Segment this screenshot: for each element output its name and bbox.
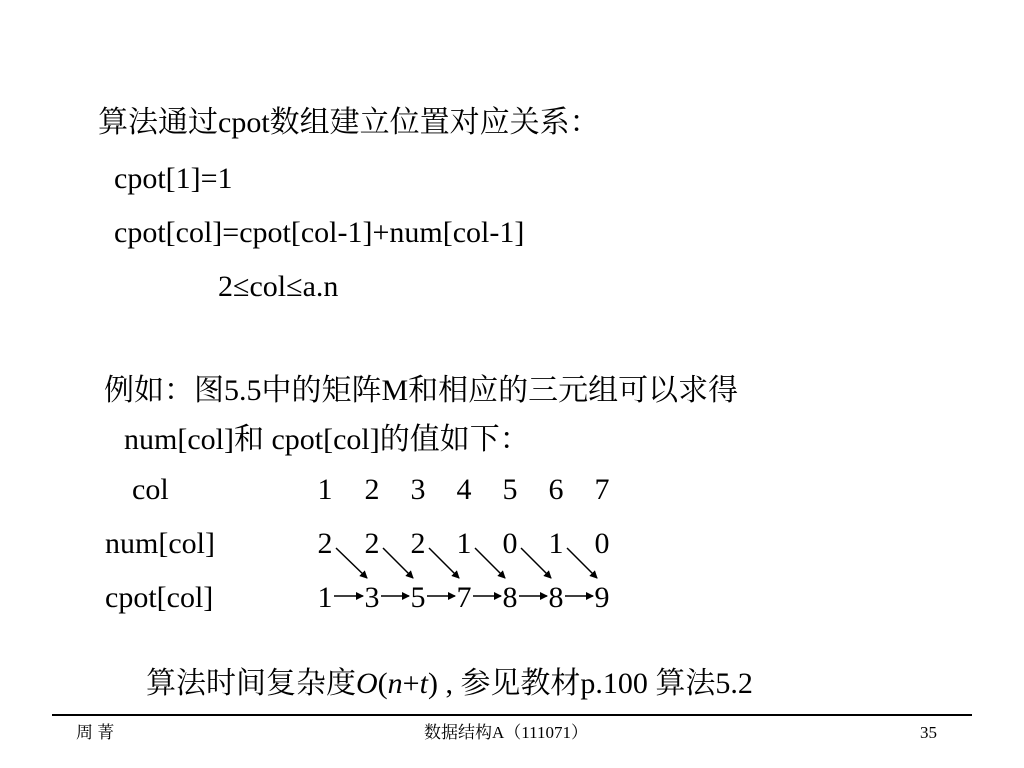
num-value: 0 (594, 527, 610, 560)
cpot-value: 9 (594, 581, 610, 614)
col-value: 4 (456, 473, 472, 506)
complexity-note (146, 666, 753, 702)
num-value: 1 (456, 527, 472, 560)
row-label-num: num[col] (105, 527, 215, 560)
num-value: 2 (364, 527, 380, 560)
complexity-open-paren: ( (377, 667, 388, 700)
num-value: 0 (502, 527, 518, 560)
diagonal-arrow (336, 548, 367, 578)
footer-divider (52, 714, 972, 716)
col-range-condition: 2≤col≤a.n (218, 270, 339, 303)
example-intro-continued: num[col]和 cpot[col]的值如下： (124, 423, 530, 456)
complexity-plus: + (402, 667, 420, 700)
footer-page-number: 35 (920, 723, 937, 742)
col-value: 2 (364, 473, 380, 506)
example-intro: 例如：图5.5中的矩阵M和相应的三元组可以求得 (104, 374, 739, 407)
complexity-t: t (419, 667, 428, 700)
cpot-base-formula: cpot[1]=1 (114, 162, 233, 195)
diagonal-arrow (383, 548, 413, 578)
cpot-recurrence-formula: cpot[col]=cpot[col-1]+num[col-1] (114, 216, 525, 249)
diagonal-arrow (567, 548, 597, 578)
col-value: 6 (548, 473, 564, 506)
col-value: 3 (410, 473, 426, 506)
cpot-value: 8 (548, 581, 564, 614)
footer-course: 数据结构A（111071） (424, 723, 589, 742)
col-value: 7 (594, 473, 610, 506)
diagonal-arrow (475, 548, 505, 578)
num-value: 2 (410, 527, 426, 560)
diagonal-arrow (429, 548, 459, 578)
cpot-value: 8 (502, 581, 518, 614)
row-label-col: col (132, 473, 169, 506)
col-value: 5 (502, 473, 518, 506)
num-value: 1 (548, 527, 564, 560)
algorithm-intro: 算法通过cpot数组建立位置对应关系： (98, 106, 600, 139)
complexity-O: O (356, 667, 378, 700)
col-value: 1 (317, 473, 333, 506)
cpot-value: 5 (410, 581, 426, 614)
cpot-value: 1 (317, 581, 333, 614)
diagonal-arrow (521, 548, 551, 578)
complexity-close-paren: ) (427, 667, 438, 700)
num-value: 2 (317, 527, 333, 560)
row-label-cpot: cpot[col] (105, 581, 214, 614)
complexity-prefix: 算法时间复杂度 (146, 667, 356, 700)
cpot-value: 7 (456, 581, 472, 614)
complexity-suffix: , 参见教材p.100 算法5.2 (437, 667, 753, 700)
complexity-n: n (387, 667, 403, 700)
cpot-value: 3 (364, 581, 380, 614)
footer-author: 周 菁 (76, 723, 115, 742)
